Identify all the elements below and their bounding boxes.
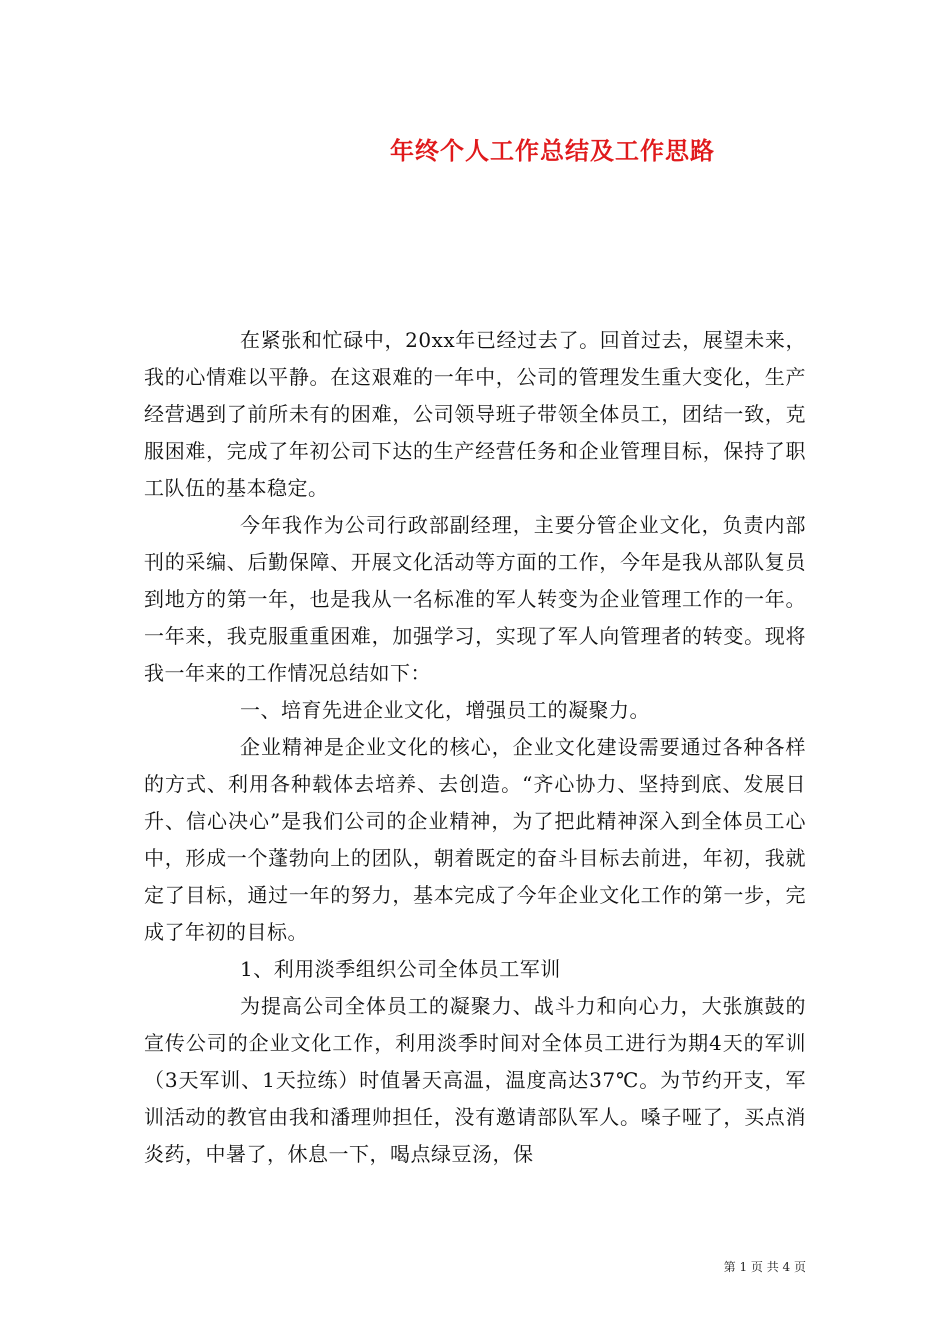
paragraph-military-training: 为提高公司全体员工的凝聚力、战斗力和向心力，大张旗鼓的宣传公司的企业文化工作，利用淡季时间对全体员工进行为期4天的军训（3天军训、1天拉练）时值暑天高温，温度高达37℃。为节约开支，军训活动的教官由我和潘理帅担任，没有邀请部队军人。嗓子哑了，买点消炎药，中暑了，休息一下，喝点绿豆汤，保 xyxy=(144,994,806,1166)
page-number-footer: 第 1 页 共 4 页 xyxy=(723,1260,806,1274)
paragraph-enterprise-spirit: 企业精神是企业文化的核心，企业文化建设需要通过各种各样的方式、利用各种载体去培养、去创造。“齐心协力、坚持到底、发展日升、信心决心”是我们公司的企业精神，为了把此精神深入到全体员工心中，形成一个蓬勃向上的团队，朝着既定的奋斗目标去前进，年初，我就定了目标，通过一年的努力，基本完成了今年企业文化工作的第一步，完成了年初的目标。 xyxy=(144,735,806,944)
subheading-military-training: 1、利用淡季组织公司全体员工军训 xyxy=(240,957,561,981)
section-heading-culture: 一、培育先进企业文化，增强员工的凝聚力。 xyxy=(240,698,650,722)
paragraph-intro: 在紧张和忙碌中，20xx年已经过去了。回首过去，展望未来，我的心情难以平静。在这艰难的一年中，公司的管理发生重大变化，生产经营遇到了前所未有的困难，公司领导班子带领全体员工，团结一致，克服困难，完成了年初公司下达的生产经营任务和企业管理目标，保持了职工队伍的基本稳定。 xyxy=(144,328,806,500)
document-body xyxy=(144,322,806,1173)
paragraph-role: 今年我作为公司行政部副经理，主要分管企业文化，负责内部刊的采编、后勤保障、开展文化活动等方面的工作，今年是我从部队复员到地方的第一年，也是我从一名标准的军人转变为企业管理工作的一年。一年来，我克服重重困难，加强学习，实现了军人向管理者的转变。现将我一年来的工作情况总结如下： xyxy=(144,513,806,685)
document-title: 年终个人工作总结及工作思路 xyxy=(390,136,715,165)
